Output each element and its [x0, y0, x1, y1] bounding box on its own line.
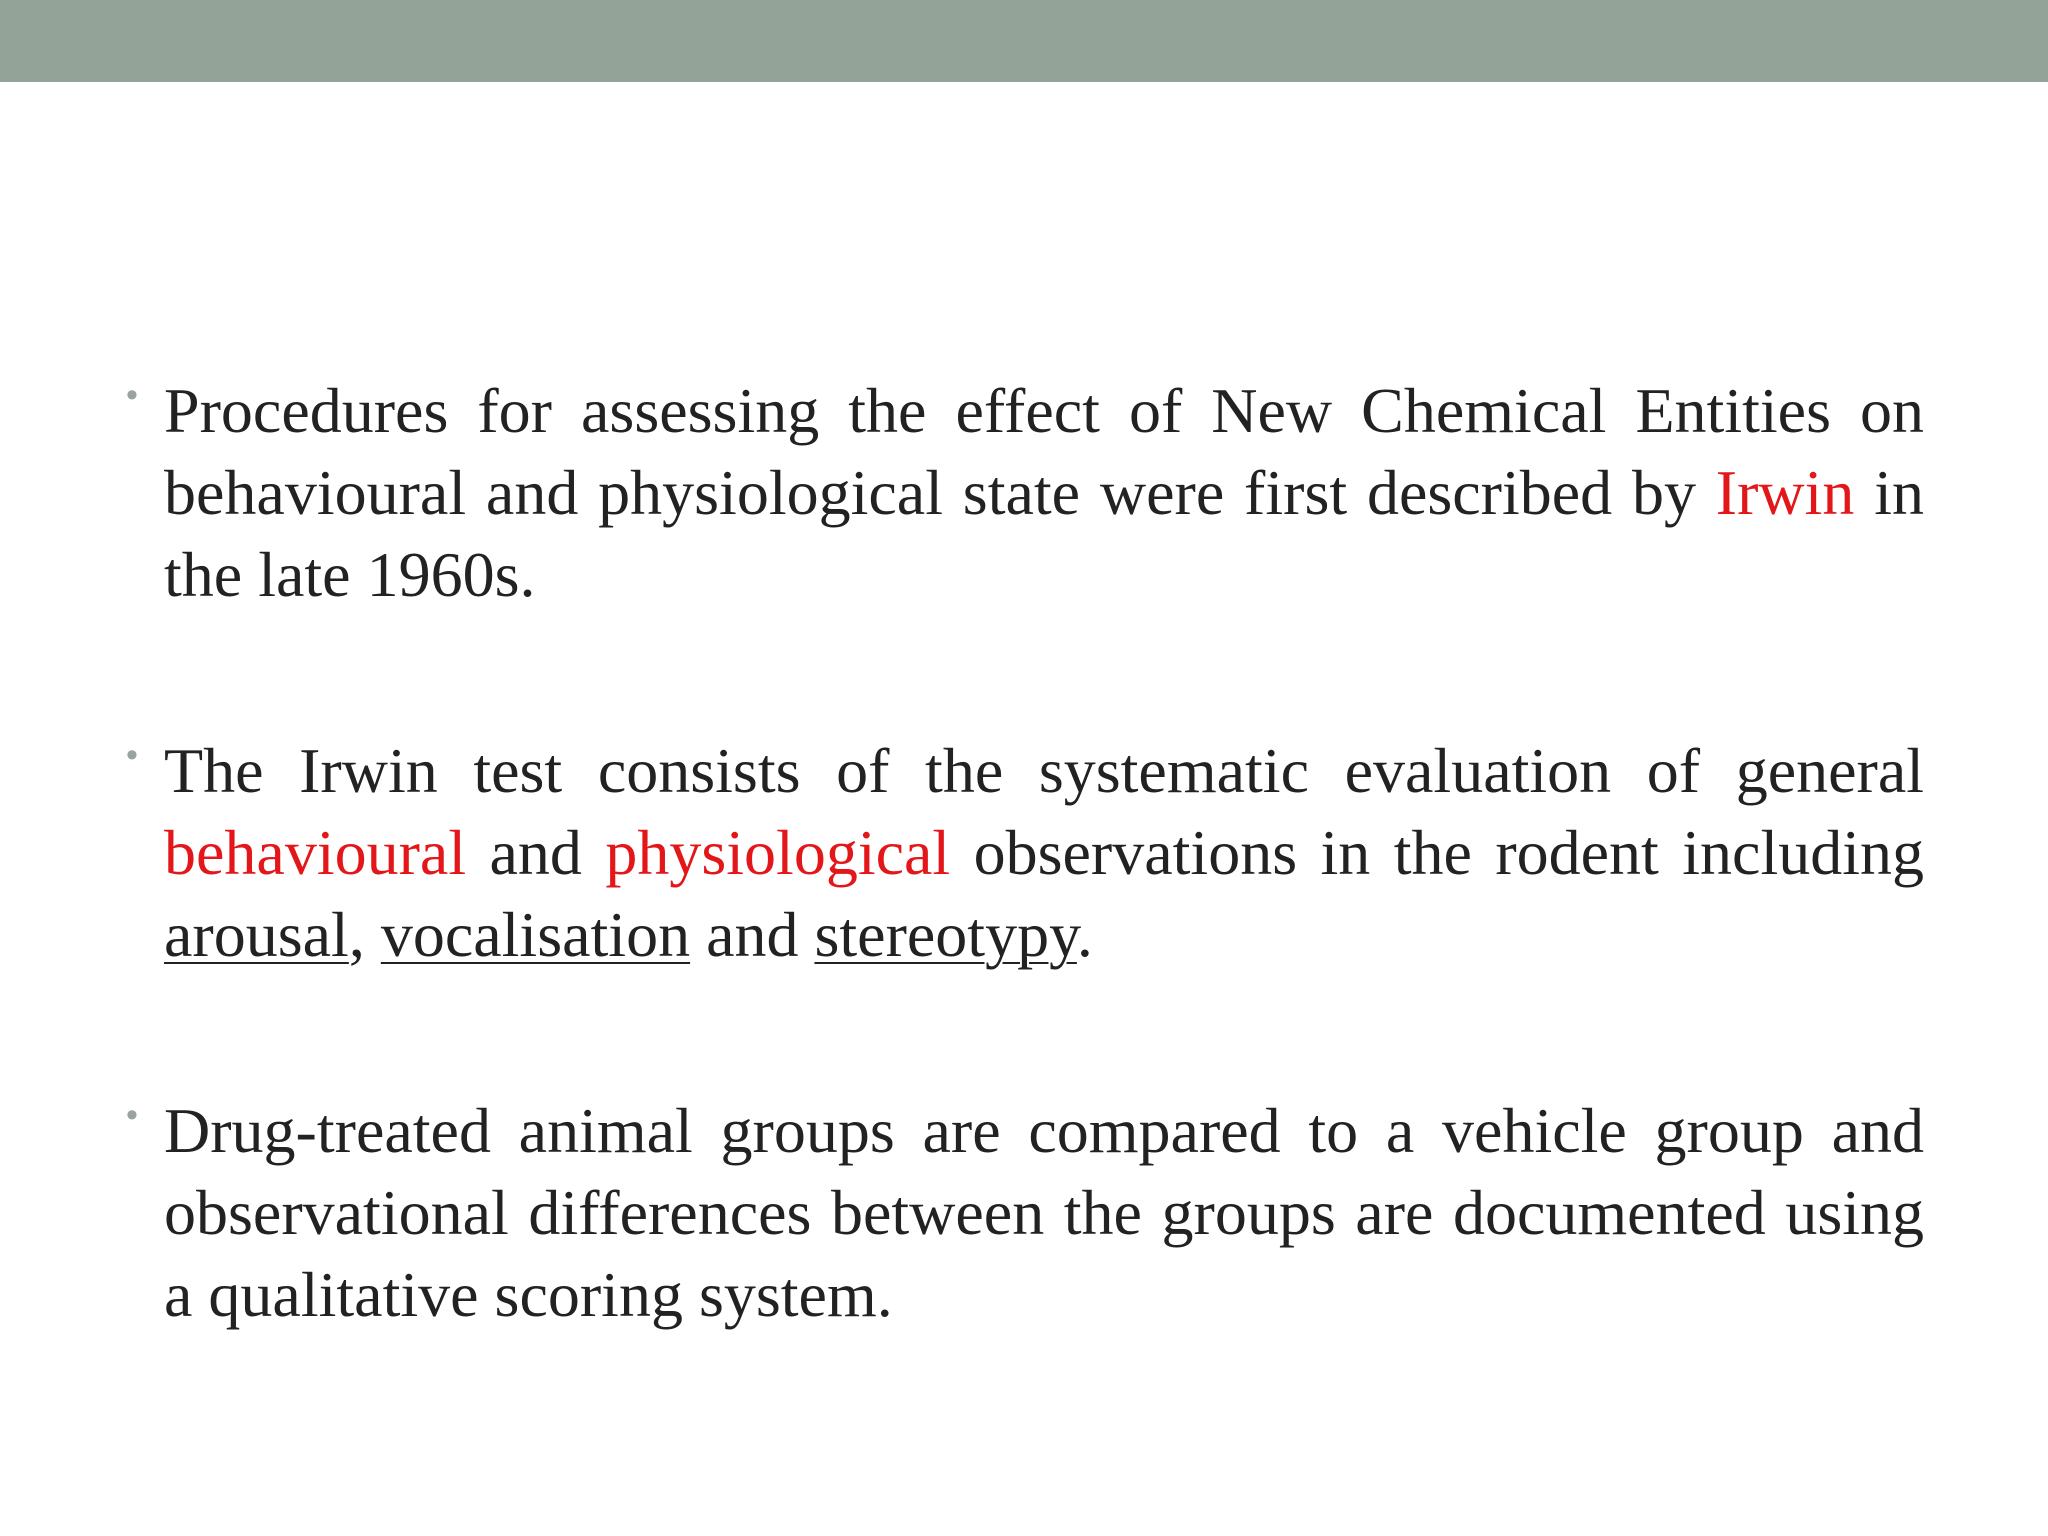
underlined-arousal: arousal	[164, 899, 349, 970]
underlined-stereotypy: stereotypy	[814, 899, 1077, 970]
bullet-text: Procedures for assessing the effect of New Chemical Entities on behavioural and physiological state were first described by	[164, 375, 1924, 528]
bullet-icon: •	[126, 1096, 138, 1134]
underlined-vocalisation: vocalisation	[380, 899, 691, 970]
header-bar	[0, 0, 2048, 82]
bullet-item-irwin-test	[126, 730, 1925, 976]
bullet-text-mid: and	[466, 817, 606, 888]
bullet-icon: •	[126, 376, 138, 414]
highlight-irwin: Irwin	[1715, 457, 1855, 528]
bullet-text: Drug-treated animal groups are compared to a vehicle group and observational differences between the groups are documented using a qualitative scoring system.	[164, 1095, 1924, 1330]
bullet-icon: •	[126, 736, 138, 774]
separator: and	[690, 899, 815, 970]
bullet-text: The Irwin test consists of the systematic evaluation of general	[164, 735, 1924, 806]
bullet-list	[0, 370, 2048, 1336]
highlight-physiological: physiological	[605, 817, 951, 888]
bullet-text-end: .	[1076, 899, 1093, 970]
bullet-item-drug-treated	[126, 1090, 1924, 1336]
bullet-text-mid: observations in the rodent including	[950, 817, 1925, 888]
separator: ,	[348, 899, 381, 970]
bullet-text-tail: in the late 1960s.	[164, 457, 1924, 610]
bullet-item-irwin-history	[126, 370, 1924, 616]
highlight-behavioural: behavioural	[164, 817, 467, 888]
